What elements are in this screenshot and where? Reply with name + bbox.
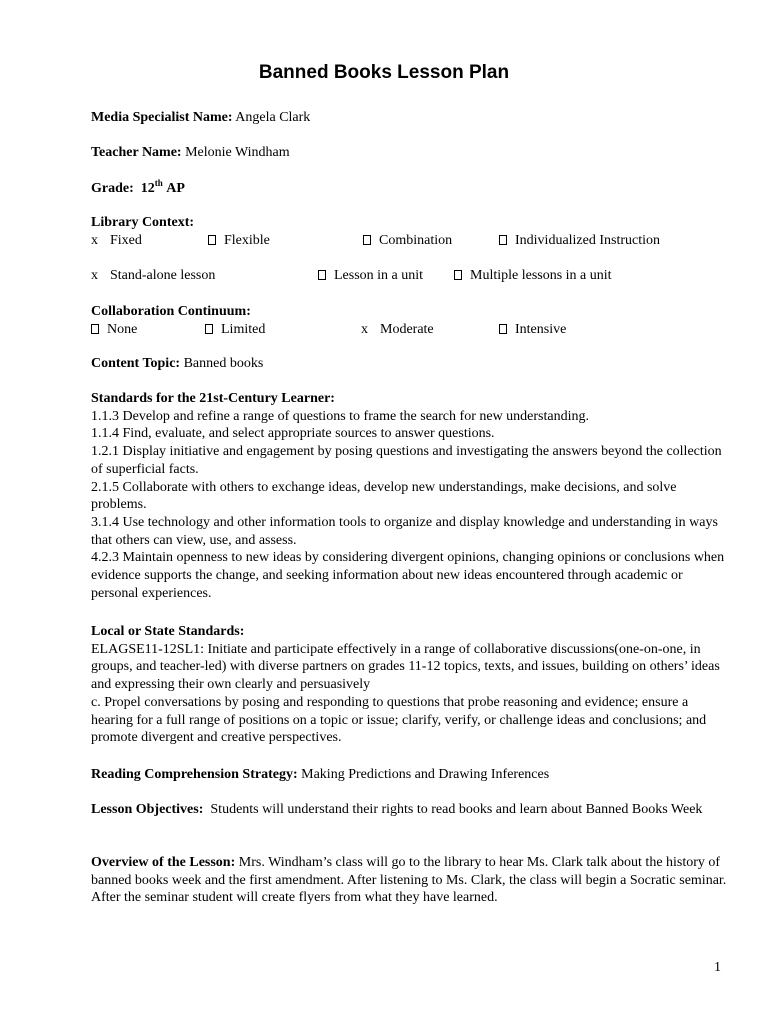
overview-value: Mrs. Windham’s class will go to the library to hear Ms. Clark talk about the history of banned books week and the first amendment. After listening to Ms. Clark, the class will begin a Socratic seminar. After the seminar student will create flyers from what they have learned. [91,855,727,906]
option-label: Flexible [224,233,270,248]
media-specialist-value: Angela Clark [235,110,311,125]
content-topic-line [91,355,731,373]
grade-line [91,180,731,198]
reading-strategy-label: Reading Comprehension Strategy: [91,767,298,782]
option-multiple-lessons[interactable] [454,267,612,284]
option-label: Moderate [380,322,434,337]
checkbox-icon [205,324,213,334]
local-standards-section [91,623,731,747]
option-label: None [107,322,138,337]
objectives-label: Lesson Objectives: [91,802,204,817]
checkbox-icon [363,235,371,245]
option-moderate[interactable] [361,321,434,338]
standards-21-label: Standards for the 21st-Century Learner: [91,391,335,406]
option-label: Intensive [515,322,567,337]
reading-strategy-line [91,766,731,784]
option-label: Limited [221,322,266,337]
option-fixed[interactable] [91,232,142,249]
collaboration-label: Collaboration Continuum: [91,304,251,319]
local-standard-item: c. Propel conversations by posing and responding to questions that probe reasoning and evidence; ensure a hearing for a full range of positions on a topic or issue; clarify, verify, or challenge ideas and conclusions; and promote divergent and creative perspectives. [91,694,707,746]
objectives-section [91,801,731,819]
document-title: Banned Books Lesson Plan [258,62,510,83]
teacher-line [91,144,731,162]
checkbox-icon [318,270,326,280]
local-standard-item: ELAGSE11-12SL1: Initiate and participate effectively in a range of collaborative discussions(one-on-one, in groups, and teacher-led) with diverse partners on grades 11-12 topics, texts, and issues, building on others’ ideas and expressing their own clearly and persuasively [91,641,720,693]
page-number: 1 [714,960,721,975]
objectives-value: Students will understand their rights to read books and learn about Banned Books Week [210,802,703,817]
standard-item: 1.1.3 Develop and refine a range of questions to frame the search for new understanding. [91,408,589,424]
checkbox-icon [208,235,216,245]
overview-label: Overview of the Lesson: [91,855,236,870]
overview-section [91,854,731,907]
grade-number: 12 [140,181,155,196]
teacher-value: Melonie Windham [185,145,290,160]
option-lesson-in-a-unit[interactable] [318,267,423,284]
option-label: Stand-alone lesson [110,268,216,283]
option-label: Fixed [110,233,142,248]
standard-item: 3.1.4 Use technology and other information tools to organize and display knowledge and understanding in ways that others can view, use, and assess. [91,514,718,548]
option-label: Combination [379,233,453,248]
grade-label: Grade: [91,181,134,196]
standards-21-section [91,390,731,602]
content-topic-value: Banned books [183,356,264,371]
teacher-label: Teacher Name: [91,145,182,160]
standard-item: 1.1.4 Find, evaluate, and select appropriate sources to answer questions. [91,426,495,442]
option-intensive[interactable] [499,321,566,338]
option-limited[interactable] [205,321,265,338]
option-stand-alone-lesson[interactable] [91,267,215,284]
standard-item: 1.2.1 Display initiative and engagement by posing questions and investigating the answers beyond the collection of superficial facts. [91,444,722,477]
option-flexible[interactable] [208,232,270,249]
checked-mark: x [91,268,98,283]
checkbox-icon [499,324,507,334]
option-label: Individualized Instruction [515,233,661,248]
checked-mark: x [91,233,98,248]
checkbox-icon [499,235,507,245]
reading-strategy-value: Making Predictions and Drawing Inferences [301,767,550,782]
media-specialist-label: Media Specialist Name: [91,110,233,125]
option-combination[interactable] [363,232,452,249]
grade-suffix: AP [166,181,185,196]
local-standards-label: Local or State Standards: [91,624,245,639]
media-specialist-line [91,109,731,127]
content-topic-label: Content Topic: [91,356,181,371]
library-context-label: Library Context: [91,215,195,230]
checkbox-icon [454,270,462,280]
option-individualized-instruction[interactable] [499,232,660,249]
standard-item: 4.2.3 Maintain openness to new ideas by considering divergent opinions, changing opinions or conclusions when evidence supports the change, and seeking information about new ideas encountered through academic or personal experiences. [91,550,725,601]
checkbox-icon [91,324,99,334]
option-none[interactable] [91,321,137,338]
grade-superscript: th [154,178,163,188]
option-label: Lesson in a unit [334,268,424,283]
checked-mark: x [361,322,368,337]
standard-item: 2.1.5 Collaborate with others to exchange ideas, develop new understandings, make decisions, and solve problems. [91,479,677,513]
option-label: Multiple lessons in a unit [470,268,612,283]
